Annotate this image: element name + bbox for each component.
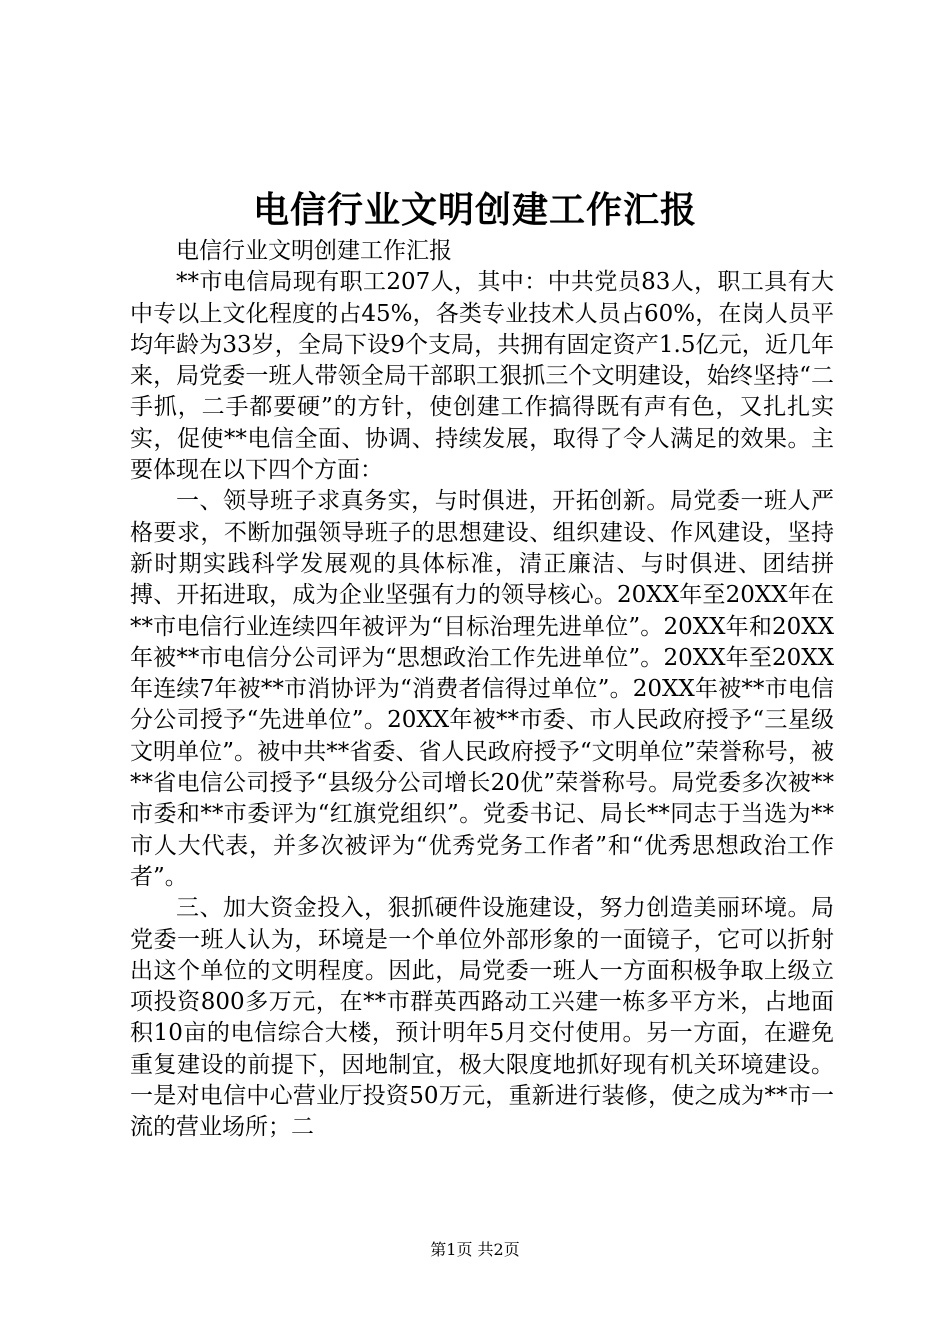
paragraph-intro: **市电信局现有职工207人，其中：中共党员83人，职工具有大中专以上文化程度的占45%，各类专业技术人员占60%，在岗人员平均年龄为33岁，全局下设9个支局，共拥有固定资产1.5亿元，近几年来，局党委一班人带领全局干部职工狠抓三个文明建设，始终坚持“二手抓，二手都要硬”的方针，使创建工作搞得既有声有色，又扎扎实实，促使**电信全面、协调、持续发展，取得了令人满足的效果。主要体现在以下四个方面： <box>130 269 834 484</box>
document-title: 电信行业文明创建工作汇报 <box>252 189 697 231</box>
page-footer: 第1页 共2页 <box>430 1240 520 1259</box>
paragraph-subtitle: 电信行业文明创建工作汇报 <box>176 238 452 264</box>
document-body <box>130 236 834 1144</box>
paragraph-leadership: 一、领导班子求真务实，与时俱进，开拓创新。局党委一班人严格要求，不断加强领导班子的思想建设、组织建设、作风建设，坚持新时期实践科学发展观的具体标准，清正廉洁、与时俱进、团结拼搏、开拓进取，成为企业坚强有力的领导核心。20XX年至20XX年在**市电信行业连续四年被评为“目标治理先进单位”。20XX年和20XX年被**市电信分公司评为“思想政治工作先进单位”。20XX年至20XX年连续7年被**市消协评为“消费者信得过单位”。20XX年被**市电信分公司授予“先进单位”。20XX年被**市委、市人民政府授予“三星级文明单位”。被中共**省委、省人民政府授予“文明单位”荣誉称号，被**省电信公司授予“县级分公司增长20优”荣誉称号。局党委多次被**市委和**市委评为“红旗党组织”。党委书记、局长**同志于当选为**市人大代表，并多次被评为“优秀党务工作者”和“优秀思想政治工作者”。 <box>130 488 834 890</box>
paragraph-investment: 三、加大资金投入，狠抓硬件设施建设，努力创造美丽环境。局党委一班人认为，环境是一个单位外部形象的一面镜子，它可以折射出这个单位的文明程度。因此，局党委一班人一方面积极争取上级立项投资800多万元，在**市群英西路动工兴建一栋多平方米，占地面积10亩的电信综合大楼，预计明年5月交付使用。另一方面，在避免重复建设的前提下，因地制宜，极大限度地抓好现有机关环境建设。一是对电信中心营业厅投资50万元，重新进行装修，使之成为**市一流的营业场所；二 <box>130 895 834 1141</box>
